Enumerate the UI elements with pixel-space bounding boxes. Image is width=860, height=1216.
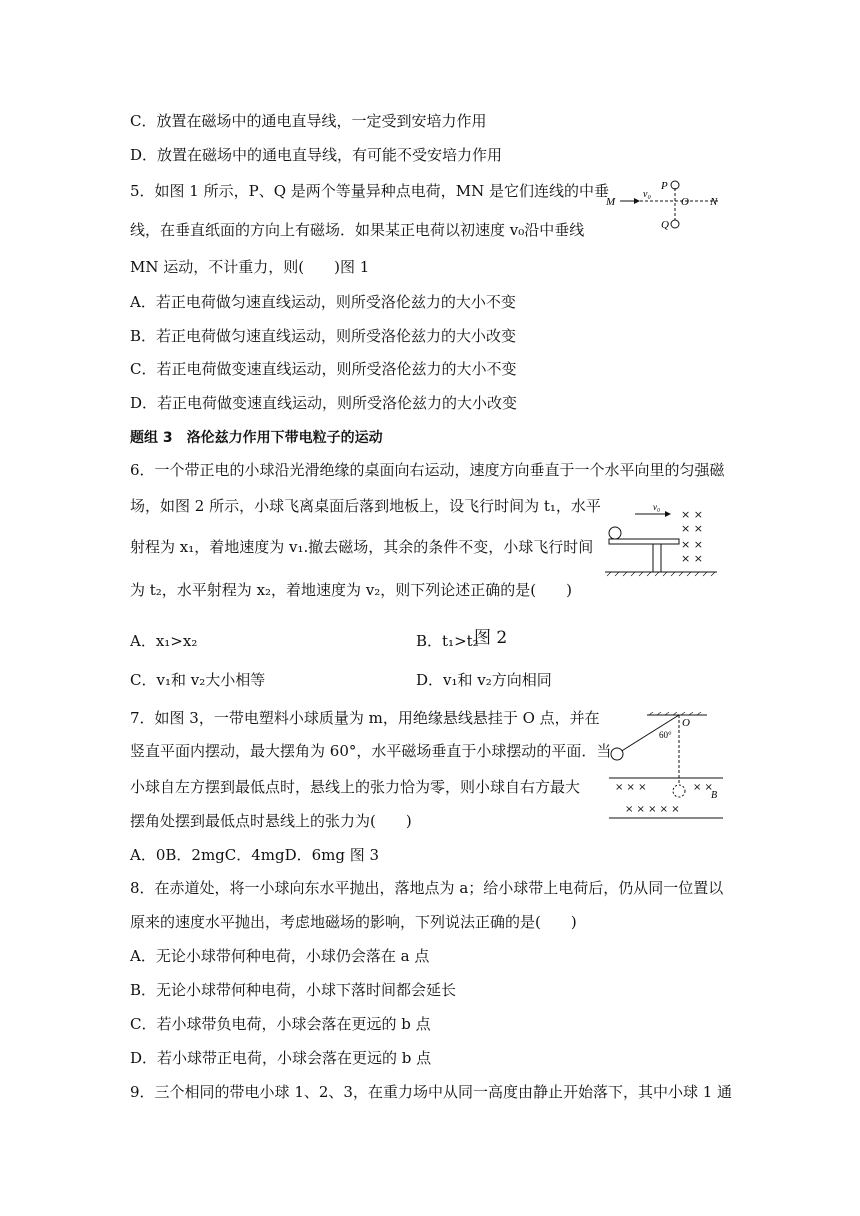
q8-line1: 8．在赤道处，将一小球向东水平抛出，落地点为 a；给小球带上电荷后，仍从同一位置以: [130, 879, 724, 897]
figure-3-diagram: [607, 712, 725, 824]
q5-option-d: D．若正电荷做变速直线运动，则所受洛伦兹力的大小改变: [130, 394, 518, 412]
q8-option-a: A．无论小球带何种电荷，小球仍会落在 a 点: [130, 947, 430, 965]
fig1-label-o: O: [681, 196, 689, 208]
q6-line4: 为 t₂，水平射程为 x₂，着地速度为 v₂，则下列论述正确的是( ): [130, 581, 573, 599]
q8-option-c: C．若小球带负电荷，小球会落在更远的 b 点: [130, 1015, 431, 1033]
fig3-label-b: B: [711, 790, 718, 801]
fig1-label-v0: v₀: [643, 189, 651, 200]
q8-option-d: D．若小球带正电荷，小球会落在更远的 b 点: [130, 1049, 432, 1067]
svg-text:× ×: × ×: [681, 538, 703, 551]
q7-line1: 7．如图 3，一带电塑料小球质量为 m，用绝缘悬线悬挂于 O 点，并在: [130, 709, 600, 727]
q9-line1: 9．三个相同的带电小球 1、2、3，在重力场中从同一高度由静止开始落下，其中小球 1 通: [130, 1083, 733, 1101]
q6-line2: 场，如图 2 所示，小球飞离桌面后落到地板上，设飞行时间为 t₁，水平: [130, 497, 601, 515]
svg-text:× × × × ×: × × × × ×: [625, 804, 680, 815]
q5-option-a: A．若正电荷做匀速直线运动，则所受洛伦兹力的大小不变: [130, 293, 516, 311]
q5-line2: 线，在垂直纸面的方向上有磁场．如果某正电荷以初速度 v₀沿中垂线: [130, 221, 585, 239]
q6-option-a: A．x₁>x₂: [130, 632, 198, 650]
q6-line1: 6．一个带正电的小球沿光滑绝缘的桌面向右运动，速度方向垂直于一个水平向里的匀强磁: [130, 461, 725, 479]
option-d-q4: D．放置在磁场中的通电直导线，有可能不受安培力作用: [130, 146, 503, 164]
q6-option-c: C．v₁和 v₂大小相等: [130, 671, 266, 689]
svg-text:× ×: × ×: [693, 782, 713, 793]
figure-2-caption: 图 2: [474, 628, 508, 648]
q5-option-c: C．若正电荷做变速直线运动，则所受洛伦兹力的大小不变: [130, 360, 517, 378]
q7-line3: 小球自左方摆到最低点时，悬线上的张力恰为零，则小球自右方最大: [130, 778, 581, 796]
fig1-label-m: M: [606, 196, 616, 208]
section-heading: 题组 3 洛伦兹力作用下带电粒子的运动: [130, 430, 383, 446]
q8-option-b: B．无论小球带何种电荷，小球下落时间都会延长: [130, 981, 457, 999]
q6-line3: 射程为 x₁，着地速度为 v₁.撤去磁场，其余的条件不变，小球飞行时间: [130, 538, 594, 556]
q6-option-b: B．t₁>t₂: [416, 632, 479, 650]
q5-option-b: B．若正电荷做匀速直线运动，则所受洛伦兹力的大小改变: [130, 327, 517, 345]
q7-options: A．0B．2mgC．4mgD．6mg 图 3: [130, 846, 380, 864]
svg-text:× ×: × ×: [681, 552, 703, 565]
q7-line4: 摆角处摆到最低点时悬线上的张力为( ): [130, 812, 412, 830]
fig1-label-q: Q: [661, 219, 669, 231]
fig3-label-o: O: [682, 717, 690, 729]
fig1-label-p: P: [661, 180, 668, 192]
figure-2-diagram: [605, 500, 720, 580]
q5-line3: MN 运动，不计重力，则( )图 1: [130, 258, 370, 276]
fig2-label-v0: v₀: [653, 502, 661, 512]
figure-1-diagram: [600, 176, 725, 236]
svg-text:× × ×: × × ×: [615, 782, 647, 793]
option-c-q4: C．放置在磁场中的通电直导线，一定受到安培力作用: [130, 112, 487, 130]
fig1-label-n: N: [710, 196, 718, 208]
q5-line1: 5．如图 1 所示，P、Q 是两个等量异种点电荷，MN 是它们连线的中垂: [130, 182, 610, 200]
q8-line2: 原来的速度水平抛出，考虑地磁场的影响，下列说法正确的是( ): [130, 913, 577, 931]
svg-text:× ×: × ×: [681, 508, 703, 521]
fig3-label-angle: 60°: [659, 730, 672, 740]
q6-option-d: D．v₁和 v₂方向相同: [416, 671, 552, 689]
q7-line2: 竖直平面内摆动，最大摆角为 60°，水平磁场垂直于小球摆动的平面．当: [130, 742, 612, 760]
svg-text:× ×: × ×: [681, 522, 703, 535]
